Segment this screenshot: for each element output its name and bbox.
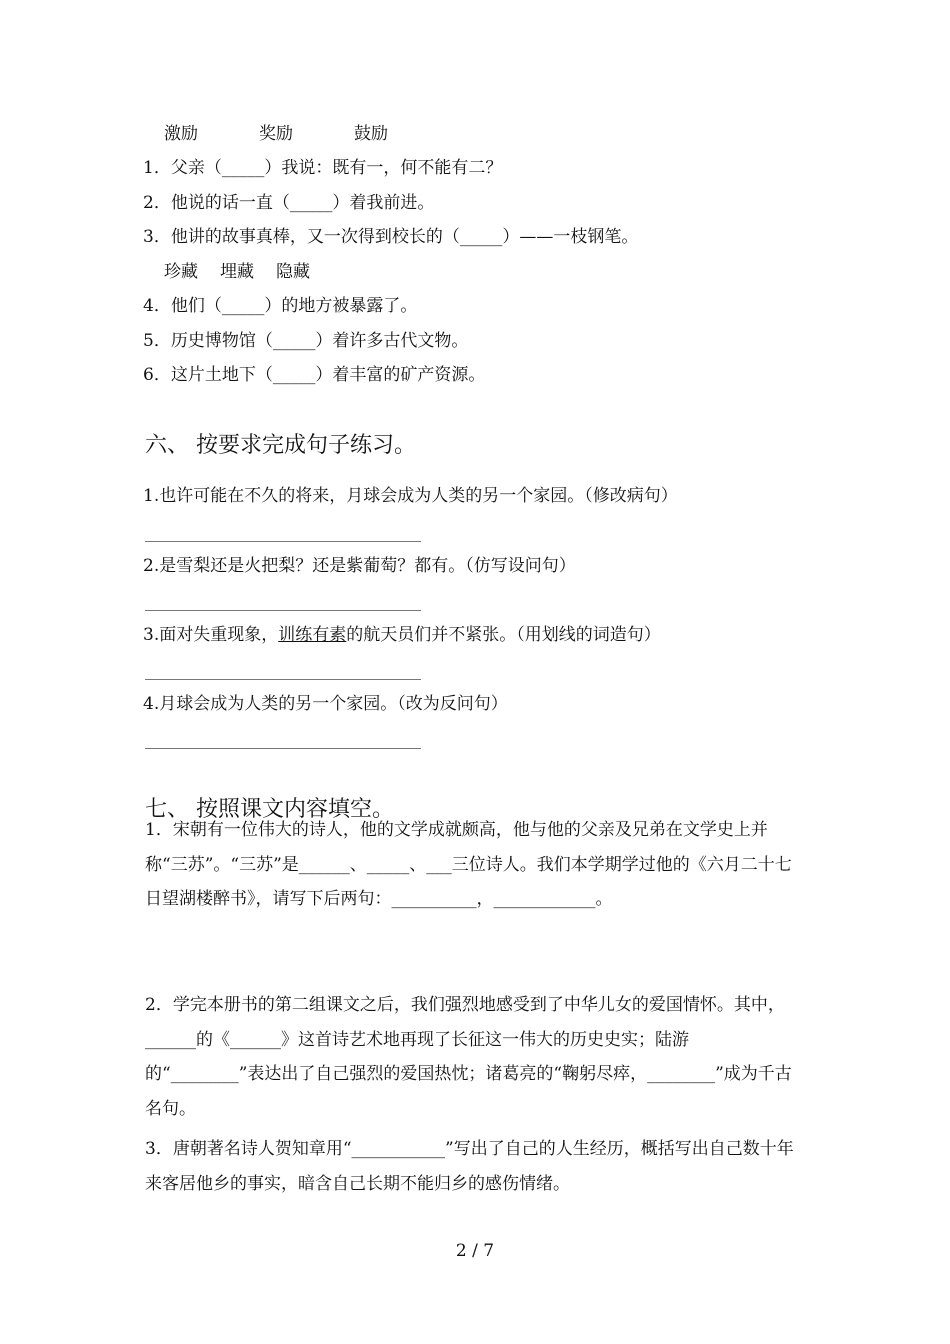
section-7-title: 七、 按照课文内容填空。 [145,797,394,822]
answer-line[interactable] [145,541,421,542]
word-option: 埋藏 [220,262,254,282]
word-option: 隐藏 [276,262,310,282]
question-6-3 [143,625,661,645]
question-5-2: 2．他说的话一直（_____）着我前进。 [143,193,435,213]
question-6-2: 2.是雪梨还是火把梨？还是紫葡萄？都有。（仿写设问句） [143,556,576,576]
answer-line[interactable] [145,748,421,749]
word-option: 奖励 [259,124,293,144]
section-6-title: 六、 按要求完成句子练习。 [145,433,416,458]
question-6-4: 4.月球会成为人类的另一个家园。（改为反问句） [143,694,508,714]
question-5-4: 4．他们（_____）的地方被暴露了。 [143,296,418,316]
question-5-6: 6．这片土地下（_____）着丰富的矿产资源。 [143,365,486,385]
question-5-3: 3．他讲的故事真棒，又一次得到校长的（_____）——一枝钢笔。 [143,227,639,247]
word-option: 激励 [164,124,198,144]
question-6-1: 1.也许可能在不久的将来，月球会成为人类的另一个家园。（修改病句） [143,486,678,506]
word-group-1 [164,124,388,144]
question-7-1: 1．宋朝有一位伟大的诗人，他的文学成就颇高，他与他的父亲及兄弟在文学史上并称“三苏”。“三苏”是______、_____、___三位诗人。我们本学期学过他的《六月二十七日望湖楼醉书》，请写下后两句：__________，____________。 [145,820,792,909]
question-text: 3.面对失重现象， [143,625,279,645]
question-text: 的航天员们并不紧张。（用划线的词造句） [346,625,661,645]
underlined-word: 训练有素 [278,625,347,645]
answer-line[interactable] [145,610,421,611]
answer-line[interactable] [145,679,421,680]
word-option: 鼓励 [354,124,388,144]
word-group-2 [164,262,310,282]
question-5-5: 5．历史博物馆（_____）着许多古代文物。 [143,331,469,351]
word-option: 珍藏 [164,262,198,282]
page-number: 2 / 7 [455,1241,495,1261]
question-5-1: 1．父亲（_____）我说：既有一，何不能有二？ [143,158,503,178]
question-7-3: 3．唐朝著名诗人贺知章用“___________”写出了自己的人生经历，概括写出自己数十年来客居他乡的事实，暗含自己长期不能归乡的感伤情绪。 [145,1139,794,1194]
question-7-2: 2．学完本册书的第二组课文之后，我们强烈地感受到了中华儿女的爱国情怀。其中，______的《______》这首诗艺术地再现了长征这一伟大的历史史实；陆游的“________”表达出了自己强烈的爱国热忱；诸葛亮的“鞠躬尽瘁，________”成为千古名句。 [145,995,792,1119]
